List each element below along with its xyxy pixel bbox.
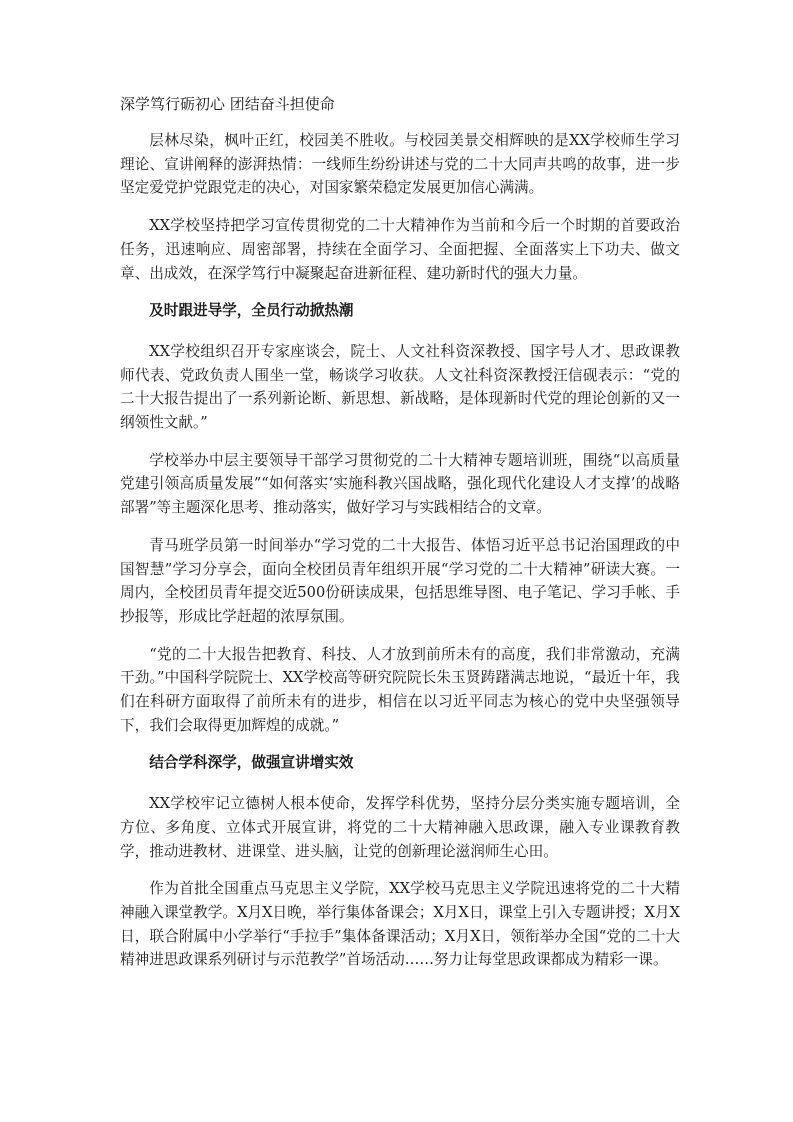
- document-page: [120, 93, 680, 986]
- section-2-paragraph-1: XX学校牢记立德树人根本使命，发挥学科优势，坚持分层分类实施专题培训，全方位、多角度、立体式开展宣讲，将党的二十大精神融入思政课，融入专业课教育教学，推动进教材、进课堂、进头脑，让党的创新理论滋润师生心田。: [120, 795, 680, 860]
- section-heading-1: 及时跟进导学，全员行动掀热潮: [149, 302, 354, 320]
- section-heading-2: 结合学科深学，做强宣讲增实效: [149, 754, 354, 772]
- intro-paragraph-1: 层林尽染，枫叶正红，校园美不胜收。与校园美景交相辉映的是XX学校师生学习理论、宣讲阐释的澎湃热情：一线师生纷纷讲述与党的二十大同声共鸣的故事，进一步坚定爱党护党跟党走的决心，对国家繁荣稳定发展更加信心满满。: [120, 132, 680, 197]
- section-1-paragraph-2: 学校举办中层主要领导干部学习贯彻党的二十大精神专题培训班，围绕“以高质量党建引领高质量发展”“如何落实‘实施科教兴国战略，强化现代化建设人才支撑’的战略部署”等主题深化思考、推动落实，做好学习与实践相结合的文章。: [120, 451, 680, 517]
- section-2-paragraph-2: 作为首批全国重点马克思主义学院，XX学校马克思主义学院迅速将党的二十大精神融入课堂教学。X月X日晚，举行集体备课会；X月X日，课堂上引入专题讲授；X月X日，联合附属中小学举行“手拉手”集体备课活动；X月X日，领衔举办全国“党的二十大精神进思政课系列研讨与示范教学”首场活动……努力让每堂思政课都成为精彩一课。: [120, 880, 680, 969]
- section-1-paragraph-4: “党的二十大报告把教育、科技、人才放到前所未有的高度，我们非常激动，充满干劲。”中国科学院院士、XX学校高等研究院院长朱玉贤踌躇满志地说，“最近十年，我们在科研方面取得了前所未有的进步，相信在以习近平同志为核心的党中央坚强领导下，我们会取得更加辉煌的成就。”: [120, 645, 680, 734]
- intro-paragraph-2: XX学校坚持把学习宣传贯彻党的二十大精神作为当前和今后一个时期的首要政治任务，迅速响应、周密部署，持续在全面学习、全面把握、全面落实上下功夫、做文章、出成效，在深学笃行中凝聚起奋进新征程、建功新时代的强大力量。: [120, 217, 680, 282]
- section-1-paragraph-1: XX学校组织召开专家座谈会，院士、人文社科资深教授、国字号人才、思政课教师代表、党政负责人围坐一堂，畅谈学习收获。人文社科资深教授汪信砚表示：“党的二十大报告提出了一系列新论断、新思想、新战略，是体现新时代党的理论创新的又一纲领性文献。”: [120, 342, 680, 432]
- section-1-paragraph-3: 青马班学员第一时间举办“学习党的二十大报告、体悟习近平总书记治国理政的中国智慧”学习分享会，面向全校团员青年组织开展“学习党的二十大精神”研读大赛。一周内，全校团员青年提交近500份研读成果，包括思维导图、电子笔记、学习手帐、手抄报等，形成比学赶超的浓厚氛围。: [120, 536, 680, 625]
- document-title: 深学笃行砺初心 团结奋斗担使命: [120, 95, 335, 113]
